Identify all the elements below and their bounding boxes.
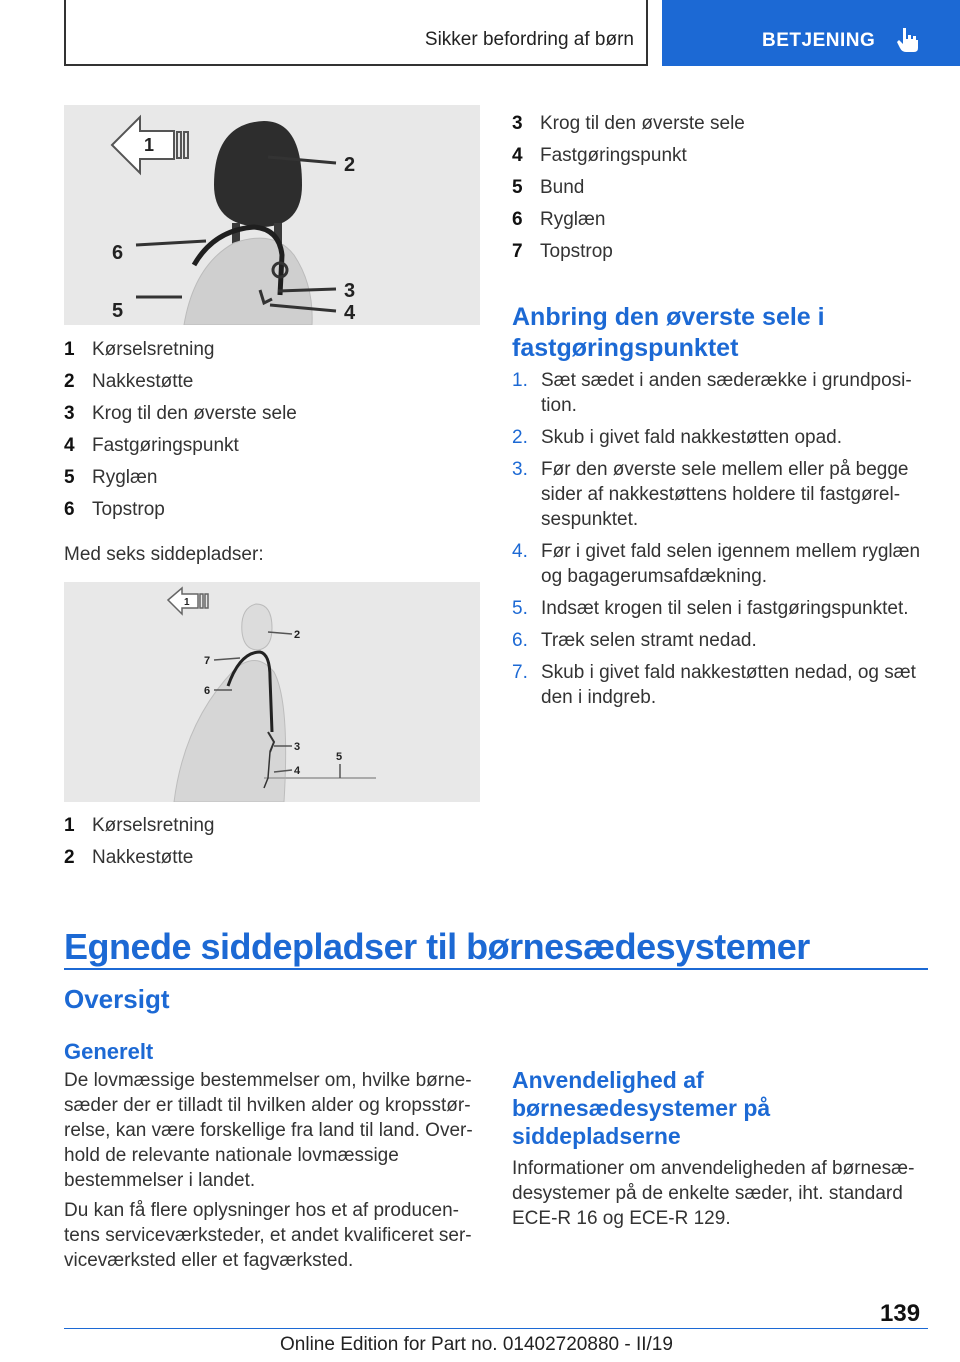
legend-item — [64, 366, 297, 398]
step-number: 5. — [512, 598, 528, 619]
legend-item — [64, 430, 297, 462]
overview-heading: Oversigt — [64, 984, 170, 1014]
applicability-paragraph: Informationer om anvendeligheden af børnesæ- desystemer på de enkelte sæder, iht. standard ECE-R 16 og ECE-R 129. — [512, 1158, 915, 1229]
step-number: 2. — [512, 427, 528, 448]
section-rule — [64, 968, 928, 970]
step-list — [512, 368, 932, 717]
callout-6: 6 — [204, 685, 211, 697]
legend-text: Nakkestøtte — [92, 371, 194, 392]
legend-item — [512, 204, 745, 236]
legend-text: Topstrop — [540, 241, 613, 262]
step-text: Skub i givet fald nakkestøtten nedad, og sæt den i indgreb. — [541, 662, 916, 708]
legend-text: Kørselsretning — [92, 815, 215, 836]
figure-headrest-topstrap — [64, 105, 480, 325]
legend-item — [64, 810, 215, 842]
legend-number: 6 — [64, 499, 75, 520]
legend-item — [64, 462, 297, 494]
legend-item — [64, 494, 297, 526]
callout-5: 5 — [336, 751, 343, 763]
legend-number: 1 — [64, 339, 75, 360]
step-text: Sæt sædet i anden sæderække i grundposi- tion. — [541, 370, 912, 416]
footer-text: Online Edition for Part no. 01402720880 - II/19 — [280, 1334, 673, 1355]
legend-number: 5 — [64, 467, 75, 488]
callout-4: 4 — [294, 765, 301, 777]
legend-text: Ryglæn — [92, 467, 158, 488]
step-item — [512, 628, 932, 653]
figure2-legend-continued — [512, 108, 745, 268]
callout-5: 5 — [112, 300, 124, 322]
section-title: Egnede siddepladser til børnesædesystemer — [64, 926, 810, 967]
callout-7: 7 — [204, 655, 211, 667]
step-text: Træk selen stramt nedad. — [541, 630, 757, 651]
callout-1: 1 — [144, 135, 155, 155]
legend-number: 6 — [512, 209, 523, 230]
legend-number: 3 — [64, 403, 75, 424]
step-item — [512, 539, 932, 589]
anbring-heading — [512, 302, 825, 364]
step-item — [512, 596, 932, 621]
header-chapter-title: BETJENING — [762, 30, 876, 51]
step-number: 7. — [512, 662, 528, 683]
legend-item — [512, 236, 745, 268]
legend-number: 4 — [64, 435, 75, 456]
step-text: Før den øverste sele mellem eller på begge sider af nakkestøttens holdere til fastgørel- sespunktet. — [541, 459, 909, 530]
callout-2: 2 — [294, 629, 301, 641]
general-paragraph-1: De lovmæssige bestemmelser om, hvilke børne- sæder der er tilladt til hvilken alder og kropsstør- relse, kan være forskellige fra land til land. Over- hold de relevante nationale lovmæssige bestemmelser i landet. — [64, 1070, 473, 1191]
step-text: Indsæt krogen til selen i fastgøringspunktet. — [541, 598, 909, 619]
legend-text: Fastgøringspunkt — [540, 145, 687, 166]
anbring-heading-line2: fastgøringspunktet — [512, 334, 739, 362]
legend-item — [512, 108, 745, 140]
callout-2: 2 — [344, 154, 356, 176]
legend-text: Krog til den øverste sele — [92, 403, 297, 424]
callout-3: 3 — [344, 280, 356, 302]
legend-text: Kørselsretning — [92, 339, 215, 360]
applicability-heading: Anvendelighed af børnesædesystemer på siddepladserne — [512, 1067, 771, 1149]
legend-text: Nakkestøtte — [92, 847, 194, 868]
legend-number: 1 — [64, 815, 75, 836]
callout-6: 6 — [112, 242, 124, 264]
legend-number: 5 — [512, 177, 523, 198]
anbring-heading-line1: Anbring den øverste sele i — [512, 303, 825, 331]
legend-text: Ryglæn — [540, 209, 606, 230]
figure1-legend — [64, 334, 297, 526]
step-item — [512, 457, 932, 532]
header-section-title: Sikker befordring af børn — [424, 29, 634, 50]
legend-text: Bund — [540, 177, 585, 198]
step-number: 4. — [512, 541, 528, 562]
legend-number: 2 — [64, 371, 75, 392]
step-text: Før i givet fald selen igennem mellem ryglæn og bagagerumsafdækning. — [541, 541, 921, 587]
legend-number: 7 — [512, 241, 523, 262]
step-item — [512, 425, 932, 450]
header-chapter-tab[interactable] — [662, 0, 960, 66]
figure-six-seats — [64, 582, 480, 802]
legend-number: 3 — [512, 113, 523, 134]
step-number: 1. — [512, 370, 528, 391]
legend-text: Krog til den øverste sele — [540, 113, 745, 134]
general-paragraph-2: Du kan få flere oplysninger hos et af producen- tens serviceværksteder, et andet kvalificeret ser- viceværksted eller et fagværksted. — [64, 1200, 472, 1271]
step-text: Skub i givet fald nakkestøtten opad. — [541, 427, 843, 448]
step-item — [512, 660, 932, 710]
hand-pointer-icon — [894, 26, 922, 54]
legend-text: Topstrop — [92, 499, 165, 520]
footer-rule — [64, 1328, 928, 1329]
step-item — [512, 368, 932, 418]
step-number: 6. — [512, 630, 528, 651]
legend-text: Fastgøringspunkt — [92, 435, 239, 456]
header-section-box — [64, 0, 648, 66]
legend-number: 2 — [64, 847, 75, 868]
callout-1: 1 — [184, 597, 190, 608]
legend-number: 4 — [512, 145, 523, 166]
callout-4: 4 — [344, 302, 356, 324]
legend-item — [64, 334, 297, 366]
six-seats-text: Med seks siddepladser: — [64, 544, 264, 565]
page-number: 139 — [880, 1300, 921, 1327]
callout-3: 3 — [294, 741, 301, 753]
legend-item — [512, 172, 745, 204]
legend-item — [512, 140, 745, 172]
step-number: 3. — [512, 459, 528, 480]
legend-item — [64, 398, 297, 430]
figure2-legend — [64, 810, 215, 874]
legend-item — [64, 842, 215, 874]
general-heading: Generelt — [64, 1039, 154, 1064]
